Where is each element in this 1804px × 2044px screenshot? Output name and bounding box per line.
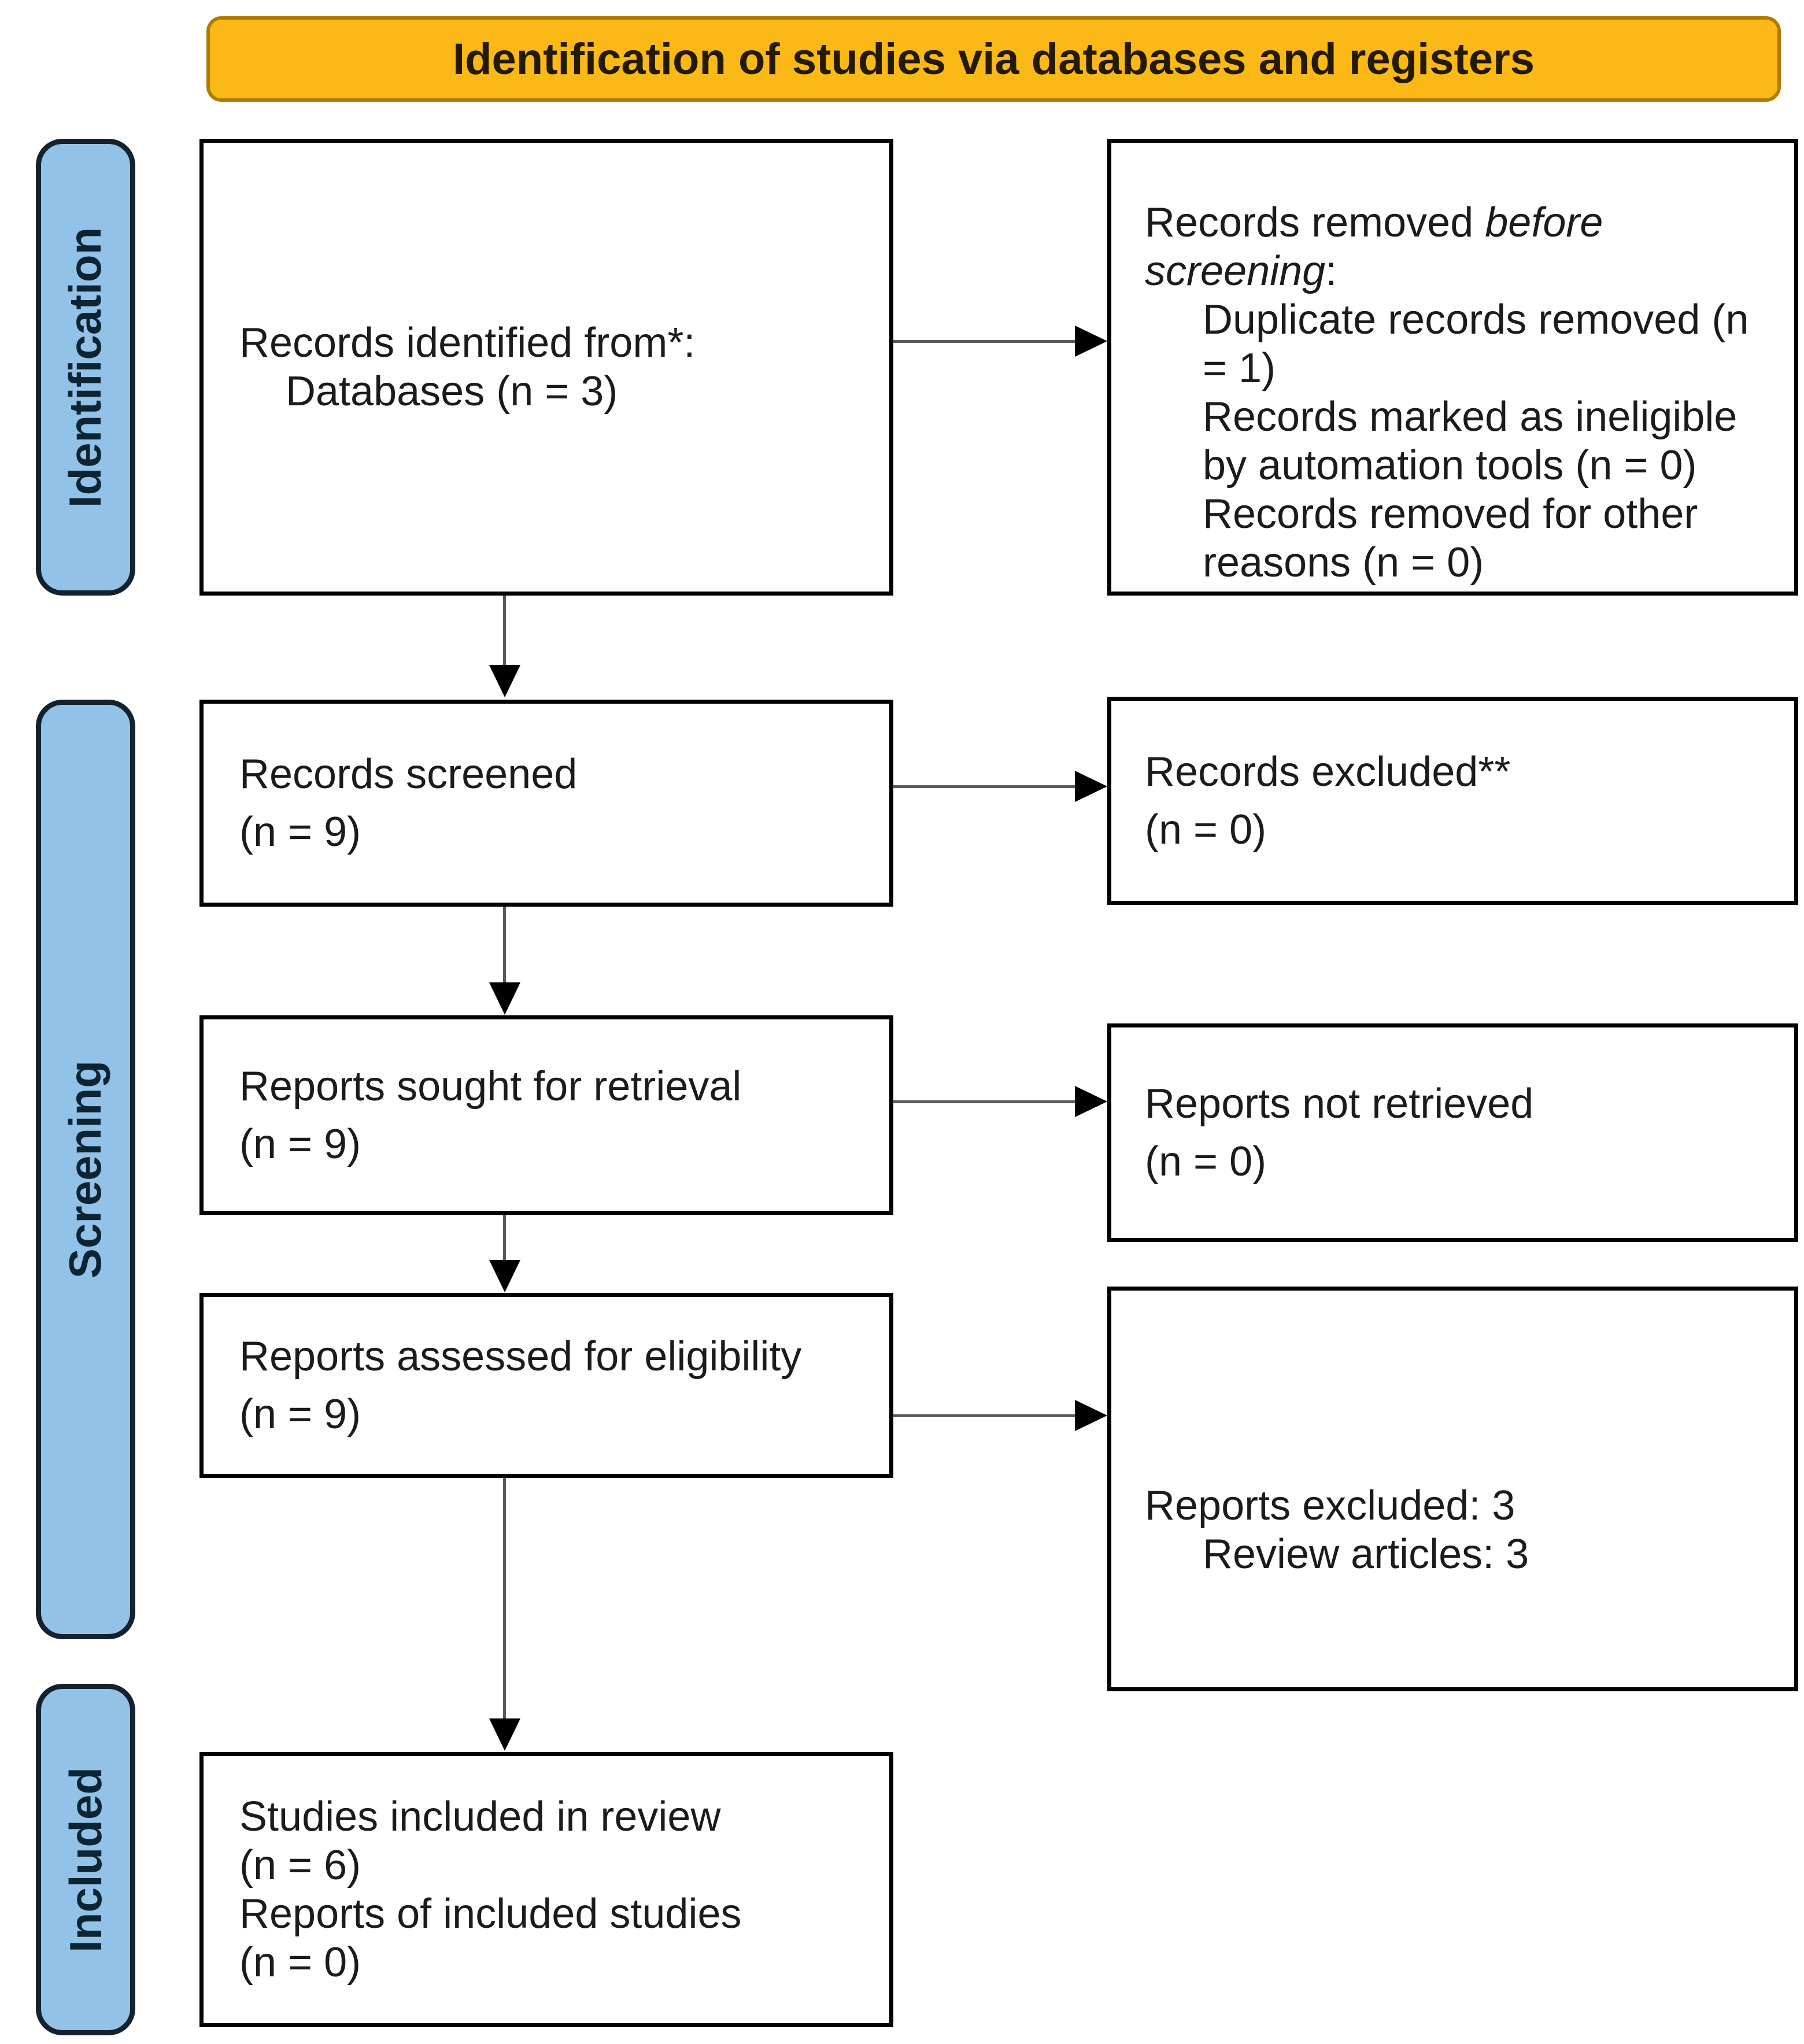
- records-removed-heading-line2: [1145, 247, 1779, 295]
- arrow-screened-to-sought-head: [489, 982, 520, 1015]
- duplicate-records-line2: = 1): [1203, 345, 1276, 391]
- other-reasons-line1: Records removed for other: [1203, 491, 1698, 537]
- studies-included-line3: Reports of included studies: [239, 1891, 742, 1937]
- studies-included-line2: (n = 6): [239, 1842, 361, 1888]
- arrow-screened-to-excluded-line: [893, 785, 1077, 788]
- reports-not-retrieved-box: [1107, 1023, 1798, 1242]
- reports-assessed-line1: Reports assessed for eligibility: [239, 1333, 802, 1380]
- stage-label-included: Included: [60, 1766, 111, 1953]
- records-removed-suffix: :: [1325, 248, 1337, 294]
- records-excluded-line1: Records excluded**: [1145, 749, 1511, 795]
- arrow-identified-to-removed-head: [1075, 326, 1107, 357]
- records-removed-prefix: Records removed: [1145, 199, 1485, 246]
- records-removed-italic1: before: [1485, 199, 1603, 246]
- banner: [206, 16, 1781, 102]
- reports-sought-line1: Reports sought for retrieval: [239, 1063, 742, 1110]
- other-reasons-line2: reasons (n = 0): [1203, 539, 1484, 586]
- arrow-sought-to-notretrieved-head: [1075, 1086, 1107, 1117]
- records-removed-italic2: screening: [1145, 248, 1326, 294]
- reports-not-retrieved-line1: Reports not retrieved: [1145, 1081, 1534, 1127]
- studies-included-box: [199, 1752, 893, 2027]
- arrow-assessed-to-excluded-head: [1075, 1400, 1107, 1431]
- arrow-identified-to-screened-head: [489, 665, 520, 697]
- arrow-sought-to-assessed-head: [489, 1260, 520, 1292]
- sidebar-stage-included: [36, 1684, 135, 2035]
- sidebar-stage-identification: [36, 139, 135, 596]
- stage-label-screening: Screening: [60, 1060, 111, 1279]
- records-identified-line1: Records identified from*:: [239, 320, 696, 366]
- banner-title: Identification of studies via databases and registers: [453, 34, 1535, 84]
- reports-excluded-line1: Reports excluded: 3: [1145, 1483, 1515, 1529]
- reports-excluded-line2: Review articles: 3: [1203, 1531, 1529, 1577]
- reports-sought-box: [199, 1015, 893, 1215]
- ineligible-records-line2: by automation tools (n = 0): [1203, 442, 1697, 489]
- stage-label-identification: Identification: [60, 227, 111, 508]
- reports-assessed-box: [199, 1293, 893, 1478]
- arrow-screened-to-sought-line: [503, 907, 506, 984]
- arrow-sought-to-notretrieved-line: [893, 1100, 1077, 1103]
- studies-included-line4: (n = 0): [239, 1939, 361, 1986]
- reports-not-retrieved-line2: (n = 0): [1145, 1139, 1267, 1185]
- reports-sought-line2: (n = 9): [239, 1121, 361, 1167]
- sidebar-stage-screening: [36, 700, 135, 1639]
- studies-included-line1: Studies included in review: [239, 1794, 721, 1840]
- records-removed-heading-line1: [1145, 198, 1779, 247]
- duplicate-records-line1: Duplicate records removed (n: [1203, 297, 1749, 343]
- records-excluded-box: [1107, 697, 1798, 905]
- reports-assessed-line2: (n = 9): [239, 1391, 361, 1437]
- records-screened-box: [199, 700, 893, 907]
- records-screened-line1: Records screened: [239, 751, 578, 797]
- records-screened-line2: (n = 9): [239, 809, 361, 855]
- ineligible-records-line1: Records marked as ineligible: [1203, 394, 1738, 440]
- records-identified-box: [199, 139, 893, 596]
- arrow-assessed-to-included-head: [489, 1718, 520, 1751]
- records-excluded-line2: (n = 0): [1145, 807, 1267, 853]
- records-identified-line2: Databases (n = 3): [286, 368, 618, 415]
- arrow-screened-to-excluded-head: [1075, 771, 1107, 802]
- arrow-assessed-to-included-line: [503, 1478, 506, 1721]
- arrow-identified-to-screened-line: [503, 596, 506, 667]
- reports-excluded-box: [1107, 1287, 1798, 1691]
- arrow-sought-to-assessed-line: [503, 1215, 506, 1262]
- records-removed-box: [1107, 139, 1798, 596]
- arrow-identified-to-removed-line: [893, 340, 1077, 343]
- arrow-assessed-to-excluded-line: [893, 1414, 1077, 1417]
